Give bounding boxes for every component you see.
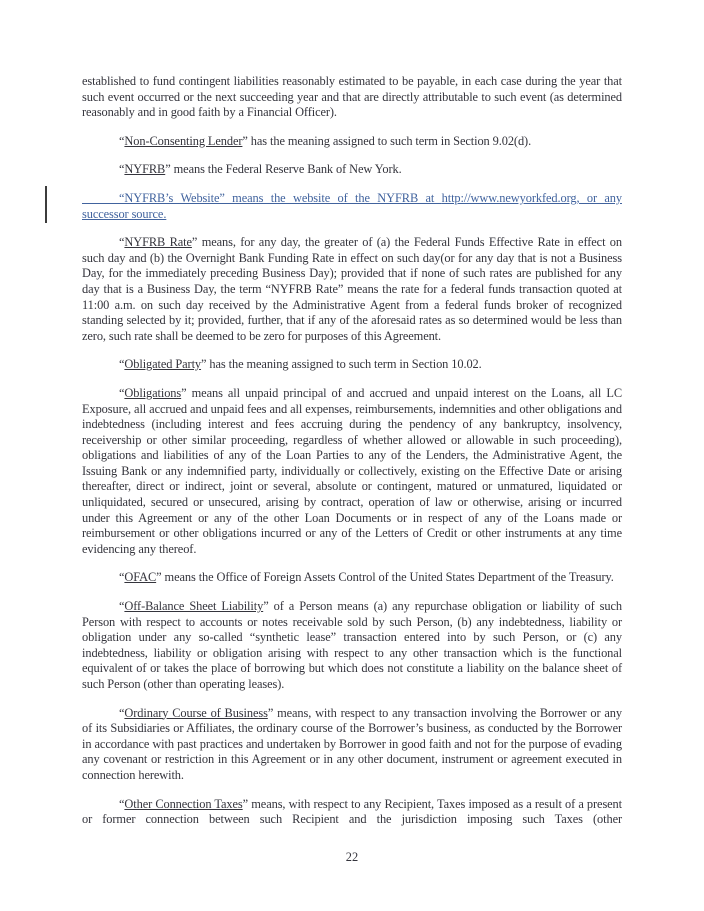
text-run: “ bbox=[119, 385, 125, 400]
defined-term: NYFRB bbox=[124, 162, 166, 177]
defined-term: Ordinary Course of Business bbox=[124, 705, 268, 720]
text-run: ” means the Office of Foreign Assets Control of the United States Department of the Treasury. bbox=[156, 570, 614, 585]
definition-nyfrb-rate bbox=[82, 235, 622, 344]
text-run: ” has the meaning assigned to such term in Section 10.02. bbox=[201, 357, 482, 372]
definition-obligated-party bbox=[82, 357, 622, 373]
definition-ordinary-course-of-business bbox=[82, 706, 622, 784]
text-run: ” of a Person means (a) any repurchase obligation or liability of such Person with respect to accounts or notes receivable sold by such Person, (b) any indebtedness, liability or obligation under any so-called “synthetic lease” transaction entered into by such Person, or (c) any indebtedness, liability or obligation arising with respect to any other transaction which is the functional equivalent of or takes the place of borrowing but which does not constitute a liability on the balance sheet of such Person (other than operating leases). bbox=[82, 599, 622, 691]
paragraph-continuation bbox=[82, 74, 622, 121]
text-run: “ bbox=[119, 705, 125, 720]
website-url: http://www.newyorkfed.org bbox=[441, 190, 577, 205]
text-run: , or any successor source. bbox=[82, 190, 622, 221]
text-run: “ bbox=[119, 599, 125, 614]
text-run: “ bbox=[119, 133, 125, 148]
definition-obligations bbox=[82, 386, 622, 558]
defined-term: Other Connection Taxes bbox=[124, 796, 243, 811]
defined-term: Obligations bbox=[124, 385, 182, 400]
insertion-tab-underline bbox=[82, 203, 119, 204]
definition-nyfrb bbox=[82, 162, 622, 178]
defined-term: OFAC bbox=[124, 570, 157, 585]
text-run: ” means, with respect to any Recipient, Taxes imposed as a result of a present or former connection between such Recipient and the jurisdiction imposing such Taxes (other bbox=[82, 796, 623, 827]
text-run: “ bbox=[119, 357, 125, 372]
definition-non-consenting-lender bbox=[82, 134, 622, 150]
text-run: established to fund contingent liabilities reasonably estimated to be payable, in each case during the year that such event occurred or the next succeeding year and that are directly attributable to such event (as determined reasonably and in good faith by a Financial Officer). bbox=[82, 74, 622, 120]
text-run: “NYFRB’s Website” means the website of the NYFRB at bbox=[119, 190, 442, 205]
text-run: ” means the Federal Reserve Bank of New York. bbox=[165, 162, 402, 177]
change-bar bbox=[45, 186, 47, 223]
defined-term: Off-Balance Sheet Liability bbox=[124, 599, 264, 614]
definition-nyfrb-website bbox=[82, 191, 622, 222]
text-run: ” means, for any day, the greater of (a) the Federal Funds Effective Rate in effect on such day and (b) the Overnight Bank Funding Rate in effect on such day(or for any day that is not a Business Day, for the immediately preceding Business Day); provided that if none of such rates are published for any day that is a Business Day, the term “NYFRB Rate” means the rate for a federal funds transaction quoted at 11:00 a.m. on such day received by the Administrative Agent from a federal funds broker of recognized standing selected by it; provided, further, that if any of the aforesaid rates as so determined would be less than zero, such rate shall be deemed to be zero for purposes of this Agreement. bbox=[82, 235, 622, 343]
definition-off-balance-sheet-liability bbox=[82, 599, 622, 693]
definition-other-connection-taxes bbox=[82, 797, 622, 828]
text-run: “ bbox=[119, 570, 125, 585]
text-run: “ bbox=[119, 162, 125, 177]
defined-term: Obligated Party bbox=[124, 357, 202, 372]
defined-term: NYFRB Rate bbox=[124, 235, 192, 250]
page-number: 22 bbox=[345, 850, 359, 864]
document-body bbox=[82, 74, 622, 841]
defined-term: Non-Consenting Lender bbox=[124, 133, 243, 148]
text-run: ” means, with respect to any transaction involving the Borrower or any of its Subsidiaries or Affiliates, the ordinary course of the Borrower’s business, as conducted by the Borrower in accordance with past practices and undertaken by Borrower in good faith and not for the purpose of evading any covenant or restriction in this Agreement or in any other document, instrument or agreement executed in connection herewith. bbox=[82, 705, 622, 782]
definition-ofac bbox=[82, 570, 622, 586]
text-run: “ bbox=[119, 796, 125, 811]
text-run: “ bbox=[119, 235, 125, 250]
text-run: ” has the meaning assigned to such term in Section 9.02(d). bbox=[242, 133, 532, 148]
text-run: ” means all unpaid principal of and accrued and unpaid interest on the Loans, all LC Exposure, all accrued and unpaid fees and all expenses, reimbursements, indemnities and other obligations and indebtedness (including interest and fees accruing during the pendency of any bankruptcy, insolvency, receivership or other similar proceeding, regardless of whether allowed or allowable in such proceeding), obligations and liabilities of any of the Loan Parties to any of the Lenders, the Administrative Agent, the Issuing Bank or any indemnified party, individually or collectively, existing on the Effective Date or arising thereafter, direct or indirect, joint or several, absolute or contingent, matured or unmatured, liquidated or unliquidated, secured or unsecured, arising by contract, operation of law or otherwise, arising or incurred under this Agreement or any of the other Loan Documents or in respect of any of the Loans made or reimbursement or other obligations incurred or any of the Letters of Credit or other instruments at any time evidencing any thereof. bbox=[82, 385, 622, 556]
